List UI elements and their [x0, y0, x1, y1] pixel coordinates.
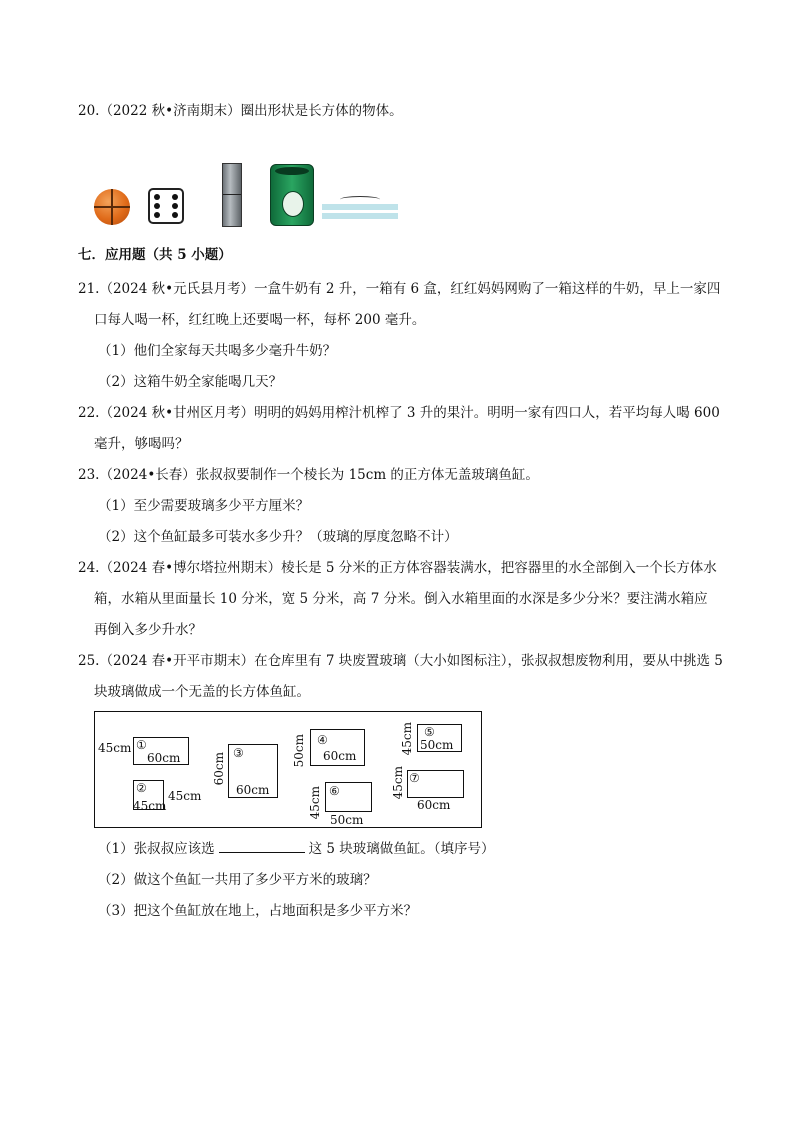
piece-4-number: ④ [317, 733, 328, 747]
dice-icon[interactable] [148, 188, 184, 224]
q24-line3: 再倒入多少升水？ [94, 622, 202, 638]
piece-2-height: 45cm [168, 789, 202, 803]
q24-line2: 箱，水箱从里面量长 10 分米，宽 5 分米，高 7 分米。倒入水箱里面的水深是多少分米？要注满水箱应 [94, 591, 708, 607]
piece-7-number: ⑦ [409, 771, 420, 785]
piece-7-width: 60cm [417, 798, 451, 812]
q21-sub1: （1）他们全家每天共喝多少毫升牛奶？ [98, 343, 337, 359]
q25-sub1-suffix: 这 5 块玻璃做鱼缸。（填序号） [308, 841, 495, 857]
q25-sub2: （2）做这个鱼缸一共用了多少平方米的玻璃？ [98, 872, 377, 888]
q24-line1: 24.（2024 春•博尔塔拉州期末）棱长是 5 分米的正方体容器装满水，把容器里的水全部倒入一个长方体水 [78, 560, 717, 576]
piece-2-width: 45cm [133, 799, 167, 813]
q25-line2: 块玻璃做成一个无盖的长方体鱼缸。 [94, 684, 310, 700]
q25-sub3: （3）把这个鱼缸放在地上，占地面积是多少平方米？ [98, 903, 418, 919]
piece-3-width: 60cm [236, 783, 270, 797]
q22-line1: 22.（2024 秋•甘州区月考）明明的妈妈用榨汁机榨了 3 升的果汁。明明一家有四口人，若平均每人喝 600 [78, 405, 720, 421]
q25-sub1 [98, 839, 495, 859]
fridge-icon[interactable] [222, 163, 242, 227]
piece-5-number: ⑤ [424, 725, 435, 739]
q21-sub2: （2）这箱牛奶全家能喝几天？ [98, 374, 283, 390]
answer-blank[interactable] [219, 840, 305, 853]
piece-1-number: ① [136, 738, 147, 752]
q21-line1: 21.（2024 秋•元氏县月考）一盒牛奶有 2 升，一箱有 6 盒，红红妈妈网购了一箱这样的牛奶，早上一家四 [78, 281, 721, 297]
section-7-heading: 七．应用题（共 5 小题） [78, 247, 232, 263]
q21-line2: 口每人喝一杯，红红晚上还要喝一杯，每杯 200 毫升。 [94, 312, 426, 328]
q23-sub2: （2）这个鱼缸最多可装水多少升？（玻璃的厚度忽略不计） [98, 529, 458, 545]
piece-4-height: 50cm [292, 734, 306, 768]
q20-objects [92, 158, 412, 230]
piece-3-height: 60cm [212, 752, 226, 786]
piece-1-width: 60cm [147, 751, 181, 765]
q23-line1: 23.（2024•长春）张叔叔要制作一个棱长为 15cm 的正方体无盖玻璃鱼缸。 [78, 467, 539, 483]
glass-pieces-diagram [94, 711, 482, 828]
basketball-icon[interactable] [94, 189, 130, 225]
piece-5-height: 45cm [400, 722, 414, 756]
piece-6-number: ⑥ [329, 784, 340, 798]
q22-line2: 毫升，够喝吗？ [94, 436, 189, 452]
piece-6-height: 45cm [308, 786, 322, 820]
piece-7-height: 45cm [391, 766, 405, 800]
glass-panes-icon[interactable] [322, 204, 398, 222]
piece-1-height: 45cm [98, 741, 132, 755]
piece-5-width: 50cm [420, 738, 454, 752]
q25-line1: 25.（2024 春•开平市期末）在仓库里有 7 块废置玻璃（大小如图标注），张叔叔想废物利用，要从中挑选 5 [78, 653, 723, 669]
tea-can-icon[interactable] [270, 164, 314, 226]
piece-3-number: ③ [233, 746, 244, 760]
piece-6-width: 50cm [330, 813, 364, 827]
q23-sub1: （1）至少需要玻璃多少平方厘米？ [98, 498, 310, 514]
q25-sub1-prefix: （1）张叔叔应该选 [98, 841, 215, 857]
piece-4-width: 60cm [323, 749, 357, 763]
piece-2-number: ② [136, 781, 147, 795]
q20-text: 20.（2022 秋•济南期末）圈出形状是长方体的物体。 [78, 103, 403, 119]
